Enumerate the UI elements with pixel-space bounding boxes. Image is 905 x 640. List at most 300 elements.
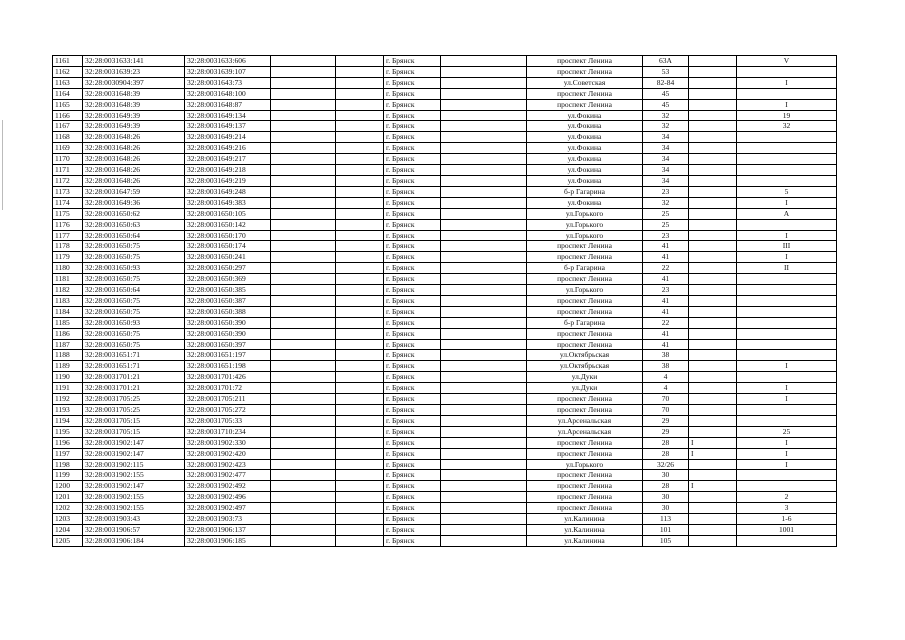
unit-number-cell: I — [737, 230, 837, 241]
col-4-cell — [271, 470, 336, 481]
row-number-cell: 1176 — [53, 219, 83, 230]
parcel-number-cell: 32:28:0031648:26 — [83, 132, 185, 143]
parcel-number-cell: 32:28:0031648:26 — [83, 165, 185, 176]
col-10-cell — [689, 524, 737, 535]
city-cell: г. Брянск — [384, 230, 441, 241]
col-7-cell — [441, 285, 527, 296]
unit-number-cell — [737, 274, 837, 285]
city-cell: г. Брянск — [384, 132, 441, 143]
col-4-cell — [271, 317, 336, 328]
object-number-cell: 32:28:0031649:218 — [185, 165, 271, 176]
col-7-cell — [441, 66, 527, 77]
row-number-cell: 1184 — [53, 306, 83, 317]
street-cell: б-р Гагарина — [527, 317, 643, 328]
city-cell: г. Брянск — [384, 66, 441, 77]
col-5-cell — [336, 285, 384, 296]
street-cell: б-р Гагарина — [527, 186, 643, 197]
parcel-number-cell: 32:28:0031648:26 — [83, 175, 185, 186]
col-10-cell: I — [689, 448, 737, 459]
col-4-cell — [271, 197, 336, 208]
house-number-cell: 23 — [643, 285, 689, 296]
col-7-cell — [441, 99, 527, 110]
street-cell: ул.Фокина — [527, 143, 643, 154]
street-cell: проспект Ленина — [527, 394, 643, 405]
unit-number-cell: I — [737, 252, 837, 263]
city-cell: г. Брянск — [384, 306, 441, 317]
row-number-cell: 1194 — [53, 415, 83, 426]
row-number-cell: 1199 — [53, 470, 83, 481]
unit-number-cell: 19 — [737, 110, 837, 121]
row-number-cell: 1164 — [53, 88, 83, 99]
object-number-cell: 32:28:0031649:383 — [185, 197, 271, 208]
street-cell: проспект Ленина — [527, 252, 643, 263]
object-number-cell: 32:28:0031650:388 — [185, 306, 271, 317]
street-cell: ул.Фокина — [527, 110, 643, 121]
col-5-cell — [336, 56, 384, 67]
col-5-cell — [336, 350, 384, 361]
house-number-cell: 63А — [643, 56, 689, 67]
col-7-cell — [441, 263, 527, 274]
col-4-cell — [271, 77, 336, 88]
house-number-cell: 105 — [643, 535, 689, 546]
unit-number-cell — [737, 165, 837, 176]
object-number-cell: 32:28:0031649:217 — [185, 154, 271, 165]
object-number-cell: 32:28:0031650:174 — [185, 241, 271, 252]
street-cell: ул.Арсенальская — [527, 415, 643, 426]
col-4-cell — [271, 66, 336, 77]
house-number-cell: 70 — [643, 405, 689, 416]
col-10-cell — [689, 197, 737, 208]
table-row — [53, 186, 837, 197]
table-body — [53, 56, 837, 547]
object-number-cell: 32:28:0031906:137 — [185, 524, 271, 535]
row-number-cell: 1203 — [53, 514, 83, 525]
city-cell: г. Брянск — [384, 535, 441, 546]
col-5-cell — [336, 306, 384, 317]
parcel-number-cell: 32:28:0031648:26 — [83, 154, 185, 165]
col-10-cell — [689, 295, 737, 306]
object-number-cell: 32:28:0031650:142 — [185, 219, 271, 230]
object-number-cell: 32:28:0031906:185 — [185, 535, 271, 546]
unit-number-cell: 32 — [737, 121, 837, 132]
city-cell: г. Брянск — [384, 317, 441, 328]
col-10-cell — [689, 175, 737, 186]
parcel-number-cell: 32:28:0031649:39 — [83, 121, 185, 132]
table-row — [53, 208, 837, 219]
object-number-cell: 32:28:0031648:100 — [185, 88, 271, 99]
house-number-cell: 28 — [643, 437, 689, 448]
col-4-cell — [271, 339, 336, 350]
parcel-number-cell: 32:28:0031906:57 — [83, 524, 185, 535]
row-number-cell: 1162 — [53, 66, 83, 77]
col-7-cell — [441, 514, 527, 525]
col-5-cell — [336, 339, 384, 350]
table-row — [53, 514, 837, 525]
city-cell: г. Брянск — [384, 186, 441, 197]
col-5-cell — [336, 99, 384, 110]
parcel-number-cell: 32:28:0031650:63 — [83, 219, 185, 230]
row-number-cell: 1161 — [53, 56, 83, 67]
city-cell: г. Брянск — [384, 252, 441, 263]
row-number-cell: 1182 — [53, 285, 83, 296]
row-number-cell: 1166 — [53, 110, 83, 121]
unit-number-cell: V — [737, 56, 837, 67]
row-number-cell: 1174 — [53, 197, 83, 208]
object-number-cell: 32:28:0031705:33 — [185, 415, 271, 426]
row-number-cell: 1163 — [53, 77, 83, 88]
city-cell: г. Брянск — [384, 175, 441, 186]
unit-number-cell: I — [737, 99, 837, 110]
col-4-cell — [271, 121, 336, 132]
house-number-cell: 30 — [643, 492, 689, 503]
table-row — [53, 56, 837, 67]
col-4-cell — [271, 143, 336, 154]
house-number-cell: 53 — [643, 66, 689, 77]
house-number-cell: 113 — [643, 514, 689, 525]
unit-number-cell — [737, 175, 837, 186]
col-7-cell — [441, 88, 527, 99]
parcel-number-cell: 32:28:0031650:75 — [83, 252, 185, 263]
parcel-number-cell: 32:28:0030904:397 — [83, 77, 185, 88]
house-number-cell: 41 — [643, 274, 689, 285]
scan-margin-mark — [2, 120, 3, 210]
house-number-cell: 101 — [643, 524, 689, 535]
table-row — [53, 230, 837, 241]
street-cell: проспект Ленина — [527, 339, 643, 350]
col-7-cell — [441, 241, 527, 252]
street-cell: проспект Ленина — [527, 295, 643, 306]
table-row — [53, 350, 837, 361]
col-10-cell — [689, 426, 737, 437]
street-cell: проспект Ленина — [527, 88, 643, 99]
col-7-cell — [441, 186, 527, 197]
col-4-cell — [271, 415, 336, 426]
row-number-cell: 1205 — [53, 535, 83, 546]
row-number-cell: 1175 — [53, 208, 83, 219]
row-number-cell: 1171 — [53, 165, 83, 176]
city-cell: г. Брянск — [384, 219, 441, 230]
city-cell: г. Брянск — [384, 415, 441, 426]
row-number-cell: 1197 — [53, 448, 83, 459]
unit-number-cell: III — [737, 241, 837, 252]
col-10-cell — [689, 415, 737, 426]
unit-number-cell: А — [737, 208, 837, 219]
parcel-number-cell: 32:28:0031639:23 — [83, 66, 185, 77]
col-10-cell — [689, 56, 737, 67]
col-10-cell — [689, 143, 737, 154]
parcel-number-cell: 32:28:0031649:36 — [83, 197, 185, 208]
parcel-number-cell: 32:28:0031650:64 — [83, 285, 185, 296]
unit-number-cell: 1001 — [737, 524, 837, 535]
col-4-cell — [271, 132, 336, 143]
object-number-cell: 32:28:0031649:214 — [185, 132, 271, 143]
city-cell: г. Брянск — [384, 295, 441, 306]
city-cell: г. Брянск — [384, 361, 441, 372]
street-cell: проспект Ленина — [527, 492, 643, 503]
parcel-number-cell: 32:28:0031650:75 — [83, 306, 185, 317]
col-7-cell — [441, 175, 527, 186]
house-number-cell: 32 — [643, 197, 689, 208]
street-cell: проспект Ленина — [527, 503, 643, 514]
object-number-cell: 32:28:0031651:197 — [185, 350, 271, 361]
col-4-cell — [271, 383, 336, 394]
unit-number-cell — [737, 219, 837, 230]
parcel-number-cell: 32:28:0031701:21 — [83, 383, 185, 394]
col-7-cell — [441, 295, 527, 306]
parcel-number-cell: 32:28:0031705:15 — [83, 426, 185, 437]
row-number-cell: 1186 — [53, 328, 83, 339]
object-number-cell: 32:28:0031902:497 — [185, 503, 271, 514]
house-number-cell: 34 — [643, 175, 689, 186]
table-row — [53, 241, 837, 252]
table-row — [53, 121, 837, 132]
house-number-cell: 34 — [643, 132, 689, 143]
house-number-cell: 41 — [643, 252, 689, 263]
col-10-cell — [689, 132, 737, 143]
table-row — [53, 274, 837, 285]
object-number-cell: 32:28:0031649:216 — [185, 143, 271, 154]
col-5-cell — [336, 383, 384, 394]
street-cell: проспект Ленина — [527, 405, 643, 416]
col-10-cell — [689, 252, 737, 263]
col-5-cell — [336, 317, 384, 328]
table-row — [53, 459, 837, 470]
house-number-cell: 32 — [643, 121, 689, 132]
unit-number-cell: 25 — [737, 426, 837, 437]
unit-number-cell: 1-6 — [737, 514, 837, 525]
row-number-cell: 1190 — [53, 372, 83, 383]
street-cell: проспект Ленина — [527, 470, 643, 481]
row-number-cell: 1201 — [53, 492, 83, 503]
object-number-cell: 32:28:0031902:477 — [185, 470, 271, 481]
unit-number-cell: 2 — [737, 492, 837, 503]
house-number-cell: 45 — [643, 99, 689, 110]
table-row — [53, 154, 837, 165]
col-7-cell — [441, 328, 527, 339]
city-cell: г. Брянск — [384, 448, 441, 459]
col-10-cell — [689, 459, 737, 470]
col-7-cell — [441, 317, 527, 328]
col-5-cell — [336, 535, 384, 546]
object-number-cell: 32:28:0031639:107 — [185, 66, 271, 77]
col-4-cell — [271, 405, 336, 416]
col-5-cell — [336, 121, 384, 132]
parcel-number-cell: 32:28:0031633:141 — [83, 56, 185, 67]
unit-number-cell: I — [737, 361, 837, 372]
city-cell: г. Брянск — [384, 339, 441, 350]
table-row — [53, 535, 837, 546]
parcel-number-cell: 32:28:0031650:62 — [83, 208, 185, 219]
col-10-cell — [689, 99, 737, 110]
house-number-cell: 34 — [643, 165, 689, 176]
house-number-cell: 41 — [643, 295, 689, 306]
col-10-cell — [689, 492, 737, 503]
col-10-cell — [689, 405, 737, 416]
unit-number-cell — [737, 154, 837, 165]
object-number-cell: 32:28:0031651:198 — [185, 361, 271, 372]
object-number-cell: 32:28:0031650:241 — [185, 252, 271, 263]
col-4-cell — [271, 372, 336, 383]
table-row — [53, 99, 837, 110]
unit-number-cell: 5 — [737, 186, 837, 197]
unit-number-cell — [737, 372, 837, 383]
table-row — [53, 361, 837, 372]
col-10-cell — [689, 394, 737, 405]
col-4-cell — [271, 295, 336, 306]
house-number-cell: 23 — [643, 230, 689, 241]
row-number-cell: 1172 — [53, 175, 83, 186]
col-10-cell — [689, 503, 737, 514]
col-10-cell — [689, 514, 737, 525]
parcel-number-cell: 32:28:0031902:155 — [83, 492, 185, 503]
unit-number-cell — [737, 132, 837, 143]
object-number-cell: 32:28:0031710:234 — [185, 426, 271, 437]
unit-number-cell: I — [737, 459, 837, 470]
street-cell: ул.Дуки — [527, 372, 643, 383]
table-row — [53, 524, 837, 535]
street-cell: ул.Фокина — [527, 121, 643, 132]
object-number-cell: 32:28:0031650:105 — [185, 208, 271, 219]
table-row — [53, 110, 837, 121]
house-number-cell: 41 — [643, 306, 689, 317]
col-5-cell — [336, 175, 384, 186]
city-cell: г. Брянск — [384, 285, 441, 296]
house-number-cell: 34 — [643, 154, 689, 165]
col-5-cell — [336, 252, 384, 263]
col-10-cell — [689, 121, 737, 132]
unit-number-cell — [737, 470, 837, 481]
col-4-cell — [271, 361, 336, 372]
house-number-cell: 82-84 — [643, 77, 689, 88]
col-4-cell — [271, 219, 336, 230]
register-page — [52, 55, 836, 547]
col-10-cell — [689, 154, 737, 165]
city-cell: г. Брянск — [384, 197, 441, 208]
parcel-number-cell: 32:28:0031648:39 — [83, 99, 185, 110]
col-7-cell — [441, 165, 527, 176]
col-7-cell — [441, 143, 527, 154]
table-row — [53, 317, 837, 328]
house-number-cell: 41 — [643, 241, 689, 252]
city-cell: г. Брянск — [384, 394, 441, 405]
table-row — [53, 219, 837, 230]
col-5-cell — [336, 448, 384, 459]
col-4-cell — [271, 481, 336, 492]
col-10-cell — [689, 383, 737, 394]
table-row — [53, 132, 837, 143]
table-row — [53, 165, 837, 176]
parcel-number-cell: 32:28:0031650:93 — [83, 317, 185, 328]
row-number-cell: 1178 — [53, 241, 83, 252]
col-5-cell — [336, 361, 384, 372]
col-10-cell — [689, 88, 737, 99]
street-cell: проспект Ленина — [527, 437, 643, 448]
table-row — [53, 306, 837, 317]
col-10-cell — [689, 219, 737, 230]
property-register-table — [52, 55, 837, 547]
unit-number-cell: II — [737, 263, 837, 274]
house-number-cell: 25 — [643, 208, 689, 219]
col-7-cell — [441, 415, 527, 426]
col-4-cell — [271, 56, 336, 67]
street-cell: проспект Ленина — [527, 481, 643, 492]
object-number-cell: 32:28:0031650:385 — [185, 285, 271, 296]
unit-number-cell — [737, 143, 837, 154]
house-number-cell: 38 — [643, 361, 689, 372]
city-cell: г. Брянск — [384, 143, 441, 154]
table-row — [53, 383, 837, 394]
object-number-cell: 32:28:0031650:387 — [185, 295, 271, 306]
col-10-cell: I — [689, 481, 737, 492]
col-4-cell — [271, 503, 336, 514]
unit-number-cell — [737, 285, 837, 296]
col-10-cell — [689, 241, 737, 252]
unit-number-cell: I — [737, 448, 837, 459]
table-row — [53, 285, 837, 296]
street-cell: ул.Фокина — [527, 165, 643, 176]
object-number-cell: 32:28:0031705:272 — [185, 405, 271, 416]
city-cell: г. Брянск — [384, 121, 441, 132]
col-4-cell — [271, 350, 336, 361]
unit-number-cell — [737, 66, 837, 77]
parcel-number-cell: 32:28:0031650:75 — [83, 295, 185, 306]
city-cell: г. Брянск — [384, 426, 441, 437]
col-5-cell — [336, 295, 384, 306]
col-10-cell — [689, 186, 737, 197]
parcel-number-cell: 32:28:0031651:71 — [83, 350, 185, 361]
table-row — [53, 470, 837, 481]
col-10-cell — [689, 208, 737, 219]
parcel-number-cell: 32:28:0031650:75 — [83, 274, 185, 285]
parcel-number-cell: 32:28:0031902:147 — [83, 437, 185, 448]
house-number-cell: 32/26 — [643, 459, 689, 470]
col-7-cell — [441, 110, 527, 121]
col-5-cell — [336, 219, 384, 230]
row-number-cell: 1169 — [53, 143, 83, 154]
col-4-cell — [271, 394, 336, 405]
object-number-cell: 32:28:0031650:397 — [185, 339, 271, 350]
col-7-cell — [441, 459, 527, 470]
col-5-cell — [336, 110, 384, 121]
col-7-cell — [441, 208, 527, 219]
col-4-cell — [271, 241, 336, 252]
row-number-cell: 1165 — [53, 99, 83, 110]
city-cell: г. Брянск — [384, 514, 441, 525]
city-cell: г. Брянск — [384, 208, 441, 219]
city-cell: г. Брянск — [384, 110, 441, 121]
col-7-cell — [441, 197, 527, 208]
parcel-number-cell: 32:28:0031902:147 — [83, 448, 185, 459]
city-cell: г. Брянск — [384, 405, 441, 416]
row-number-cell: 1202 — [53, 503, 83, 514]
city-cell: г. Брянск — [384, 437, 441, 448]
city-cell: г. Брянск — [384, 524, 441, 535]
col-7-cell — [441, 219, 527, 230]
col-4-cell — [271, 274, 336, 285]
unit-number-cell — [737, 317, 837, 328]
col-7-cell — [441, 448, 527, 459]
col-7-cell — [441, 306, 527, 317]
col-7-cell — [441, 77, 527, 88]
street-cell: ул.Горького — [527, 285, 643, 296]
city-cell: г. Брянск — [384, 350, 441, 361]
house-number-cell: 41 — [643, 328, 689, 339]
object-number-cell: 32:28:0031633:606 — [185, 56, 271, 67]
table-row — [53, 415, 837, 426]
street-cell: проспект Ленина — [527, 306, 643, 317]
object-number-cell: 32:28:0031902:420 — [185, 448, 271, 459]
row-number-cell: 1200 — [53, 481, 83, 492]
